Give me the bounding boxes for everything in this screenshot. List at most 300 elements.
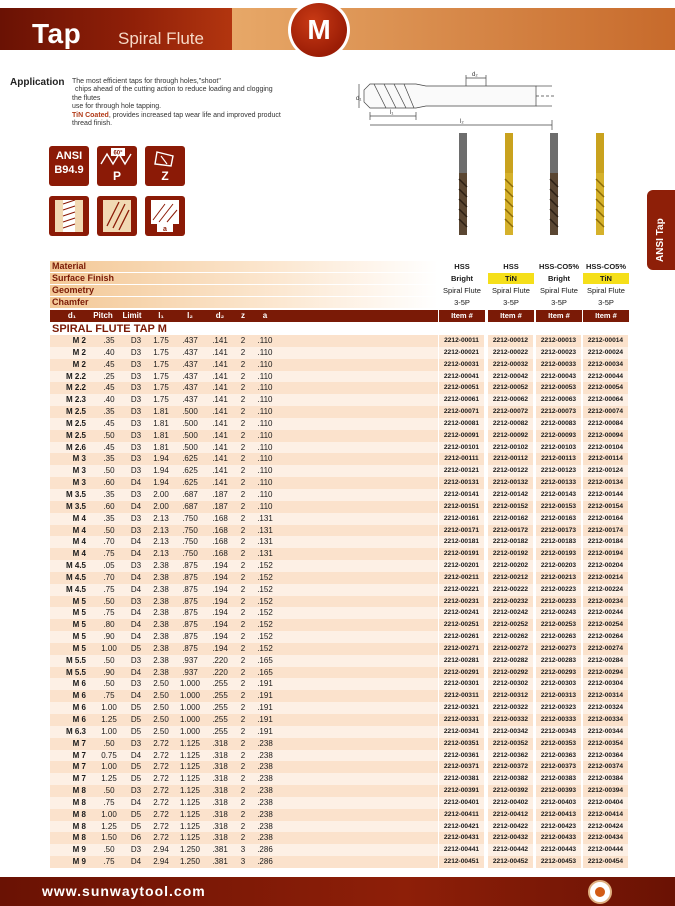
cell-item-number: 2212-00113 (536, 453, 582, 465)
cell-item-number: 2212-00082 (488, 418, 534, 430)
cell-item-number: 2212-00302 (488, 678, 534, 690)
cell-pitch: .75 (103, 691, 115, 701)
table-row (50, 678, 628, 690)
cell-item-number: 2212-00281 (439, 655, 485, 667)
cell-pitch: 1.25 (101, 821, 117, 831)
cell-item-number: 2212-00312 (488, 690, 534, 702)
spec-value: Spiral Flute (587, 286, 625, 295)
cell-a: .152 (257, 643, 273, 653)
table-body (50, 335, 628, 868)
cell-item-number: 2212-00123 (536, 465, 582, 477)
cell-item-number: 2212-00072 (488, 406, 534, 418)
cell-item-number: 2212-00324 (583, 702, 629, 714)
application-line: thread finish. (72, 120, 113, 128)
cell-l1: 2.50 (153, 703, 169, 713)
cell-item-number: 2212-00034 (583, 359, 629, 371)
cell-d1: M 5 (72, 632, 86, 642)
cell-a: .110 (257, 359, 273, 369)
cell-limit: D4 (130, 478, 142, 488)
cell-l1: 1.75 (153, 347, 169, 357)
cell-limit: D5 (130, 703, 142, 713)
cell-l2: .750 (182, 549, 198, 559)
cell-item-number: 2212-00412 (488, 809, 534, 821)
application-line: The most efficient taps for through holes,"shoot" (72, 78, 221, 85)
cell-item-number: 2212-00114 (583, 453, 629, 465)
application-line: the flutes (72, 94, 101, 102)
cell-item-number: 2212-00121 (439, 465, 485, 477)
cell-d2: .255 (212, 679, 228, 689)
cell-l2: 1.250 (179, 845, 201, 855)
col-pitch: Pitch (93, 311, 113, 320)
cell-l1: 2.13 (153, 525, 169, 535)
cell-d2: .141 (212, 407, 228, 417)
cell-z: 2 (240, 703, 246, 713)
cell-l2: 1.000 (179, 715, 201, 724)
cell-z: 3 (240, 857, 246, 867)
cell-l1: 2.38 (153, 632, 169, 642)
cell-item-number: 2212-00112 (488, 453, 534, 465)
spec-row-material (50, 261, 628, 273)
cell-d2: .194 (212, 608, 228, 618)
cell-d1: M 2.3 (65, 395, 86, 405)
tap-dimension-diagram (356, 70, 568, 132)
cell-item-number: 2212-00431 (439, 832, 485, 844)
cell-limit: D4 (130, 691, 142, 701)
cell-z: 2 (240, 513, 246, 523)
cell-d1: M 5 (72, 620, 86, 630)
cell-item-number: 2212-00272 (488, 643, 534, 655)
cell-d1: M 4.5 (65, 584, 86, 594)
cell-pitch: .50 (103, 786, 115, 796)
cell-d1: M 2 (72, 347, 86, 357)
cell-l2: .875 (182, 632, 198, 642)
cell-l1: 2.38 (153, 667, 169, 677)
cell-l1: 1.75 (153, 395, 169, 405)
cell-d1: M 9 (72, 845, 86, 855)
cell-limit: D3 (130, 454, 142, 464)
cell-d2: .318 (212, 774, 228, 784)
cell-d1: M 3 (72, 466, 86, 476)
col-limit: Limit (122, 311, 142, 320)
cell-z: 2 (240, 442, 246, 452)
side-category-tab (647, 190, 675, 270)
cell-item-number: 2212-00214 (583, 572, 629, 584)
col-item: Item # (536, 310, 582, 322)
cell-l2: .875 (182, 561, 198, 571)
cell-l2: .437 (182, 336, 198, 345)
cell-item-number: 2212-00441 (439, 844, 485, 856)
table-row (50, 536, 628, 548)
cell-pitch: .70 (103, 572, 115, 582)
spec-value: Spiral Flute (492, 286, 530, 295)
cell-item-number: 2212-00314 (583, 690, 629, 702)
cell-z: 2 (240, 537, 246, 547)
cell-item-number: 2212-00323 (536, 702, 582, 714)
cell-item-number: 2212-00401 (439, 797, 485, 809)
col-l1: l₁ (158, 311, 164, 320)
cell-l2: 1.250 (179, 857, 201, 867)
cell-z: 2 (240, 809, 246, 819)
cell-item-number: 2212-00294 (583, 667, 629, 679)
cell-item-number: 2212-00422 (488, 821, 534, 833)
cell-item-number: 2212-00151 (439, 501, 485, 513)
page-header (0, 0, 675, 60)
cell-pitch: 1.00 (101, 703, 117, 713)
header-badge-letter: M (307, 14, 331, 45)
cell-limit: D4 (130, 572, 142, 582)
spec-value: Bright (450, 274, 474, 283)
cell-item-number: 2212-00194 (583, 548, 629, 560)
table-row (50, 489, 628, 501)
cell-d1: M 2.2 (65, 383, 86, 393)
cell-l1: 1.94 (153, 454, 169, 464)
tap-spec-table (50, 261, 628, 868)
ansi-standard-icon (49, 146, 89, 186)
cell-l2: .875 (182, 643, 198, 653)
col-d1: d₁ (67, 311, 77, 320)
cell-l1: 2.72 (153, 786, 169, 796)
cell-item-number: 2212-00014 (583, 335, 629, 347)
cell-item-number: 2212-00421 (439, 821, 485, 833)
cell-l2: .437 (182, 395, 198, 405)
cell-d1: M 6 (72, 703, 86, 713)
cell-l1: 2.13 (153, 549, 169, 559)
cell-a: .238 (257, 762, 273, 772)
cell-z: 2 (240, 797, 246, 807)
cell-z: 2 (240, 584, 246, 594)
cell-z: 2 (240, 347, 246, 357)
cell-item-number: 2212-00104 (583, 442, 629, 454)
cell-d1: M 7 (72, 738, 86, 748)
spec-value: Spiral Flute (540, 286, 578, 295)
cell-l2: 1.125 (179, 738, 201, 748)
ansi-label: ANSI (55, 150, 83, 162)
cell-pitch: .50 (103, 845, 115, 855)
cell-d2: .141 (212, 383, 228, 393)
cell-d1: M 3 (72, 454, 86, 464)
cell-d1: M 8 (72, 821, 86, 831)
cell-item-number: 2212-00211 (439, 572, 485, 584)
spec-value: 3-5P (598, 298, 614, 307)
cell-pitch: .50 (103, 655, 115, 665)
cell-item-number: 2212-00282 (488, 655, 534, 667)
cell-z: 2 (240, 525, 246, 535)
cell-item-number: 2212-00111 (439, 453, 485, 465)
cell-a: .238 (257, 833, 273, 843)
table-row (50, 347, 628, 359)
cell-z: 2 (240, 750, 246, 760)
cell-item-number: 2212-00122 (488, 465, 534, 477)
cell-limit: D4 (130, 501, 142, 511)
cell-pitch: .45 (103, 359, 115, 369)
cell-d2: .194 (212, 632, 228, 642)
cell-item-number: 2212-00231 (439, 596, 485, 608)
cell-item-number: 2212-00201 (439, 560, 485, 572)
cell-limit: D3 (130, 679, 142, 689)
cell-item-number: 2212-00102 (488, 442, 534, 454)
cell-d2: .194 (212, 572, 228, 582)
table-row (50, 832, 628, 844)
cell-z: 2 (240, 359, 246, 369)
cell-item-number: 2212-00181 (439, 536, 485, 548)
pitch-label: P (112, 169, 122, 183)
cell-l1: 2.38 (153, 584, 169, 594)
cell-a: .152 (257, 584, 273, 594)
cell-l1: 1.75 (153, 359, 169, 369)
cell-pitch: 1.00 (101, 809, 117, 819)
table-row (50, 525, 628, 537)
cell-item-number: 2212-00203 (536, 560, 582, 572)
cell-item-number: 2212-00351 (439, 738, 485, 750)
cell-item-number: 2212-00262 (488, 631, 534, 643)
cell-d2: .141 (212, 347, 228, 357)
cell-item-number: 2212-00452 (488, 856, 534, 868)
cell-d1: M 2.6 (65, 442, 86, 452)
cell-limit: D3 (130, 407, 142, 417)
cell-pitch: .60 (103, 478, 115, 488)
cell-item-number: 2212-00374 (583, 761, 629, 773)
cell-a: .110 (257, 454, 273, 464)
cell-pitch: 0.75 (101, 750, 117, 760)
cell-pitch: .50 (103, 679, 115, 689)
cell-pitch: .35 (103, 336, 115, 345)
cell-limit: D3 (130, 430, 142, 440)
application-line: chips ahead of the cutting action to reduce loading and clogging (75, 86, 273, 94)
cell-item-number: 2212-00212 (488, 572, 534, 584)
cell-item-number: 2212-00144 (583, 489, 629, 501)
cell-d1: M 4 (72, 525, 86, 535)
cell-item-number: 2212-00373 (536, 761, 582, 773)
cell-d2: .194 (212, 643, 228, 653)
cell-d1: M 7 (72, 750, 86, 760)
cell-l1: 2.38 (153, 596, 169, 606)
cell-a: .110 (257, 336, 273, 345)
cell-a: .110 (257, 466, 273, 476)
cell-item-number: 2212-00213 (536, 572, 582, 584)
cell-d1: M 5.5 (65, 667, 86, 677)
cell-item-number: 2212-00364 (583, 750, 629, 762)
cell-l2: 1.125 (179, 809, 201, 819)
cell-a: .131 (257, 549, 273, 559)
cell-d2: .187 (212, 501, 228, 511)
cell-item-number: 2212-00071 (439, 406, 485, 418)
tap-image-hss-tin (501, 133, 517, 235)
cell-z: 2 (240, 774, 246, 784)
cell-d1: M 4 (72, 537, 86, 547)
cell-d2: .141 (212, 359, 228, 369)
cell-d1: M 4.5 (65, 572, 86, 582)
cell-pitch: 1.50 (101, 833, 117, 843)
cell-d1: M 5 (72, 608, 86, 618)
cell-item-number: 2212-00033 (536, 359, 582, 371)
cell-l2: 1.000 (179, 679, 201, 689)
cell-limit: D3 (130, 845, 142, 855)
cell-l2: .437 (182, 383, 198, 393)
cell-limit: D4 (130, 549, 142, 559)
cell-l2: .750 (182, 513, 198, 523)
cell-a: .110 (257, 371, 273, 381)
cell-item-number: 2212-00073 (536, 406, 582, 418)
cell-z: 2 (240, 596, 246, 606)
tap-image-hss-bright (455, 133, 471, 235)
cell-item-number: 2212-00032 (488, 359, 534, 371)
cell-a: .238 (257, 750, 273, 760)
chamfer-label: a (163, 226, 167, 233)
page-subtitle: Spiral Flute (118, 29, 204, 48)
cell-a: .238 (257, 797, 273, 807)
cell-item-number: 2212-00092 (488, 430, 534, 442)
cell-item-number: 2212-00283 (536, 655, 582, 667)
cell-limit: D4 (130, 750, 142, 760)
table-row (50, 335, 628, 347)
cell-item-number: 2212-00411 (439, 809, 485, 821)
cell-z: 2 (240, 371, 246, 381)
cell-z: 2 (240, 395, 246, 405)
cell-l2: .437 (182, 359, 198, 369)
cell-item-number: 2212-00273 (536, 643, 582, 655)
header-title-band (0, 8, 232, 50)
cell-item-number: 2212-00362 (488, 750, 534, 762)
cell-item-number: 2212-00342 (488, 726, 534, 738)
cell-item-number: 2212-00403 (536, 797, 582, 809)
cell-item-number: 2212-00371 (439, 761, 485, 773)
cell-item-number: 2212-00022 (488, 347, 534, 359)
cell-l1: 1.81 (153, 418, 169, 428)
cell-l2: .625 (182, 478, 198, 488)
cell-item-number: 2212-00222 (488, 584, 534, 596)
cell-pitch: 1.00 (101, 643, 117, 653)
cell-item-number: 2212-00101 (439, 442, 485, 454)
cell-item-number: 2212-00331 (439, 714, 485, 726)
application-label: Application (10, 77, 65, 88)
cell-d2: .194 (212, 596, 228, 606)
cell-l1: 2.72 (153, 833, 169, 843)
cell-l1: 1.81 (153, 430, 169, 440)
cell-item-number: 2212-00292 (488, 667, 534, 679)
cell-l1: 2.00 (153, 489, 169, 499)
cell-limit: D3 (130, 525, 142, 535)
cell-pitch: .90 (103, 632, 115, 642)
cell-item-number: 2212-00083 (536, 418, 582, 430)
table-row (50, 643, 628, 655)
cell-l2: 1.125 (179, 786, 201, 796)
cell-a: .110 (257, 347, 273, 357)
cell-d1: M 3.5 (65, 489, 86, 499)
cell-item-number: 2212-00154 (583, 501, 629, 513)
cell-d2: .168 (212, 549, 228, 559)
cell-a: .110 (257, 478, 273, 488)
cell-item-number: 2212-00313 (536, 690, 582, 702)
cell-limit: D5 (130, 809, 142, 819)
cell-item-number: 2212-00081 (439, 418, 485, 430)
table-row (50, 607, 628, 619)
cell-item-number: 2212-00253 (536, 619, 582, 631)
table-row (50, 785, 628, 797)
cell-d2: .318 (212, 786, 228, 796)
table-row (50, 856, 628, 868)
cell-a: .131 (257, 513, 273, 523)
cell-limit: D4 (130, 608, 142, 618)
cell-z: 2 (240, 407, 246, 417)
cell-l1: 2.13 (153, 537, 169, 547)
cell-a: .152 (257, 608, 273, 618)
cell-l2: 1.125 (179, 762, 201, 772)
tap-image-co-bright (546, 133, 562, 235)
cell-z: 2 (240, 478, 246, 488)
cell-pitch: .50 (103, 525, 115, 535)
cell-limit: D5 (130, 726, 142, 736)
cell-pitch: .25 (103, 371, 115, 381)
spec-value: HSS-CO5% (538, 262, 579, 271)
cell-pitch: .75 (103, 549, 115, 559)
cell-item-number: 2212-00393 (536, 785, 582, 797)
col-item: Item # (439, 310, 485, 322)
cell-limit: D3 (130, 596, 142, 606)
cell-d1: M 7 (72, 762, 86, 772)
cell-a: .191 (257, 715, 273, 724)
cell-d1: M 2.2 (65, 371, 86, 381)
table-row (50, 418, 628, 430)
cell-d2: .194 (212, 584, 228, 594)
cell-d2: .141 (212, 442, 228, 452)
cell-item-number: 2212-00024 (583, 347, 629, 359)
page-title: Tap (32, 18, 82, 49)
cell-item-number: 2212-00361 (439, 750, 485, 762)
cell-item-number: 2212-00334 (583, 714, 629, 726)
col-a: a (262, 311, 268, 320)
cell-item-number: 2212-00254 (583, 619, 629, 631)
cell-d2: .255 (212, 715, 228, 724)
cell-z: 2 (240, 383, 246, 393)
cell-d2: .318 (212, 821, 228, 831)
spec-value: HSS (503, 262, 519, 271)
cell-z: 2 (240, 667, 246, 677)
cell-item-number: 2212-00353 (536, 738, 582, 750)
cell-z: 2 (240, 572, 246, 582)
cell-l1: 2.38 (153, 620, 169, 630)
cell-l2: 1.125 (179, 833, 201, 843)
cell-z: 2 (240, 466, 246, 476)
cell-item-number: 2212-00191 (439, 548, 485, 560)
cell-item-number: 2212-00242 (488, 607, 534, 619)
cell-item-number: 2212-00311 (439, 690, 485, 702)
spec-label: Material (50, 261, 438, 272)
cell-limit: D3 (130, 442, 142, 452)
cell-l1: 2.72 (153, 738, 169, 748)
cell-limit: D3 (130, 418, 142, 428)
cell-d2: .220 (212, 667, 228, 677)
cell-a: .286 (257, 845, 273, 855)
cell-pitch: 1.00 (101, 762, 117, 772)
table-row (50, 726, 628, 738)
cell-item-number: 2212-00252 (488, 619, 534, 631)
cell-item-number: 2212-00251 (439, 619, 485, 631)
cell-limit: D3 (130, 371, 142, 381)
table-row (50, 382, 628, 394)
cell-z: 2 (240, 762, 246, 772)
spec-row-geometry (50, 285, 628, 297)
cell-a: .191 (257, 679, 273, 689)
table-row (50, 619, 628, 631)
cell-item-number: 2212-00011 (439, 335, 485, 347)
spec-value: HSS (454, 262, 470, 271)
cell-limit: D3 (130, 395, 142, 405)
cell-item-number: 2212-00142 (488, 489, 534, 501)
cell-l1: 2.94 (153, 857, 169, 867)
cell-a: .131 (257, 525, 273, 535)
cell-item-number: 2212-00291 (439, 667, 485, 679)
cell-z: 2 (240, 561, 246, 571)
